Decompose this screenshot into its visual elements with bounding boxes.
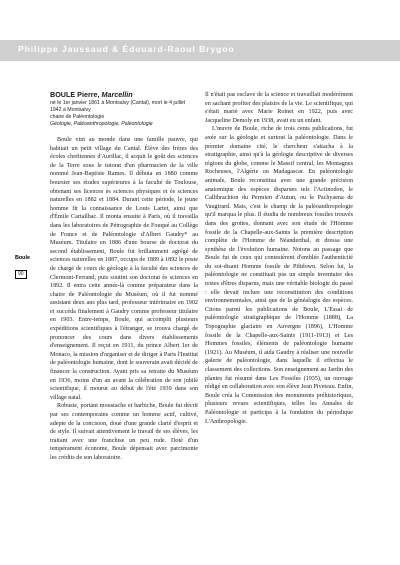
entry-title bbox=[50, 90, 198, 99]
entry-header bbox=[50, 90, 198, 128]
side-tab bbox=[15, 254, 39, 280]
page-number: 90 bbox=[15, 270, 27, 279]
entry-birth: né le 1er janvier 1861 à Montsalvy (Cantal), mort le 4 juillet 1942 à Montsalvy bbox=[50, 100, 186, 113]
right-column bbox=[205, 91, 353, 426]
entry-surname: BOULE Pierre, bbox=[50, 90, 100, 99]
entry-chair: chaire de Paléontologie bbox=[50, 114, 105, 120]
entry-given-name: Marcellin bbox=[101, 90, 133, 99]
paragraph-biography: Boule vint au monde dans une famille pauvre, qui habitait un petit village du Cantal. Élève des frères des écoles chrétiennes d'Aurillac, il acquit le goût des sciences de la Terre sous le tutorat d'un pharmacien de la ville nommé Jean-Baptiste Rames. Il débuta en 1880 comme boursier ses études supérieures à la faculté de Toulouse, obtenant ses licences ès sciences physiques et ès sciences naturelles en 1882 et 1884. Durant cette période, le jeune homme fit la connaissance de Louis Lartet, ainsi que d'Émile Cartailhac. Il monta ensuite à Paris, où il travailla dans les laboratoires de Pétrographie de Fouqué au Collège de France et de Paléontologie d'Albert Gaudry* au Muséum. Titulaire en 1886 d'une bourse de doctorat du second établissement, Boule fut brillamment agrégé de sciences naturelles en 1887, occupa de 1889 à 1892 le poste de chargé de cours de géologie à la faculté des sciences de Clermont-Ferrand, puis soutint son doctorat ès sciences en 1892. Il entra cette année-là comme préparateur dans la chaire de Paléontologie du Muséum, où il fut nommé assistant deux ans plus tard, professeur intérimaire en 1902 et succéda finalement à Gaudry comme professeur titulaire en 1903. Entre-temps, Boule, qui accomplit plusieurs expéditions scientifiques à l'étranger, se trouva chargé de prononcer des cours dans divers établissements d'enseignement. Il reçut en 1911, du prince Albert 1er de Monaco, la mission d'organiser et de diriger à Paris l'Institut de paléontologie humaine, dont le souverain avait décidé de financer la construction. Ayant pris sa retraite du Muséum en 1936, moins d'un an avant la célébration de son jubilé scientifique, il mourut au début de l'été 1939 dans son village natal. bbox=[50, 137, 198, 401]
left-column bbox=[50, 90, 198, 463]
paragraph-work: L'œuvre de Boule, riche de trois cents publications, fut axée sur la géologie et surtout la paléontologie. Dans le premier domaine cité, le chercheur s'attacha à la stratigraphie, ainsi qu'à la géologie descriptive de diverses régions du globe, comme le Massif central, les Montagnes Rocheuses, l'Algérie ou Madagascar. En paléontologie animale, Boule reconstitua avec une grande précision anatomique des espèces disparues tels l'Actinodon, le Callibrachion du Permien d'Autun, ou le Pachyaena de Vaugirard. Mais, c'est le champ de la paléoanthropologie qu'il marqua le plus. Il étudia de nombreux fossiles trouvés dans des grottes, donnant avec son étude de l'Homme fossile de la Chapelle-aux-Saints la première description complète de l'Homme de Néanderthal, et dressa une synthèse de l'évolution humaine. Notons au passage que Boule fut de ceux qui contestèrent d'emblée l'authenticité du soi-disant Homme fossile de Piltdown. Selon lui, la paléontologie ne constituait pas un simple inventaire des restes d'êtres disparus, mais une véritable biologie du passé : elle devait inclure une reconstitution des conditions environnementales, ainsi que de la généalogie des espèces. Citons parmi les publications de Boule, L'Essai de paléontologie stratigraphique de l'Homme (1888), La Topographie glaciaire en Auvergne (1896), L'Homme fossile de la Chapelle-aux-Saints (1911-1913) et Les Hommes fossiles, éléments de paléontologie humaine (1921). Au Muséum, il aida Gaudry à réaliser une nouvelle galerie de paléontologie, dans laquelle il effectua le classement des collections. Son enseignement au Jardin des plantes fut résumé dans Les Fossiles (1935), un ouvrage rédigé en collaboration avec son élève Jean Piveteau. Enfin, Boule créa la Commission des monuments préhistoriques, plusieurs revues scientifiques, telles les Annales de Paléontologie et participa à la fondation du périodique L'Anthropologie. bbox=[205, 126, 353, 425]
paragraph-portrait: Robuste, portant moustache et barbiche, Boule fut décrit par ses contemporains comme un homme actif, cultivé, adepte de la concision, doué d'une grande clarté d'esprit et de style. Il suivait attentivement le travail de ses élèves, les traitant avec une franchise un peu rude. Doté d'un tempérament économe, Boule dépensait avec parcimonie les crédits de son laboratoire. bbox=[50, 403, 198, 461]
running-title: Philippe Jaussaud & Édouard-Raoul Brygoo bbox=[18, 44, 235, 54]
paragraph-portrait-continued: Il n'était pas esclave de la science et travaillait modérément en sachant profiter des plaisirs de la vie. Le scientifique, qui s'était marié avec Marie Roinet en 1922, puis avec Jacqueline Demoly en 1938, avait eu un enfant. bbox=[205, 92, 353, 124]
running-header-band bbox=[0, 40, 400, 61]
entry-fields: Géologie, Paléoanthropologie, Paléontologie bbox=[50, 121, 153, 127]
side-tab-label: Boule bbox=[15, 255, 30, 261]
